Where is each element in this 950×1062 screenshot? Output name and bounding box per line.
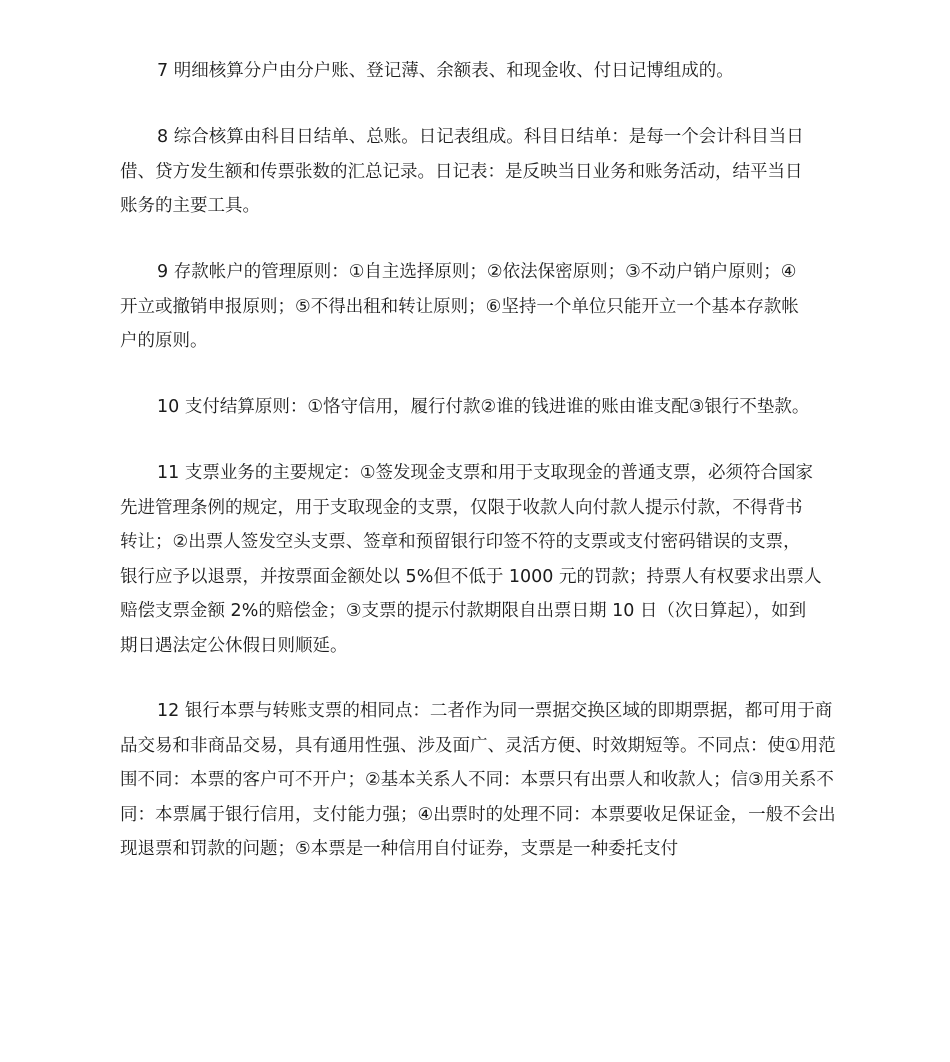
text-line: 品交易和非商品交易，具有通用性强、涉及面广、灵活方便、时效期短等。不同点：使①用范 xyxy=(120,735,836,756)
text-line: 借、贷方发生额和传票张数的汇总记录。日记表：是反映当日业务和账务活动，结平当日 xyxy=(120,161,803,182)
text-line: 赔偿支票金额 2%的赔偿金；③支票的提示付款期限自出票日期 10 日（次日算起），如到 xyxy=(120,601,807,621)
text-line: 转让；②出票人签发空头支票、签章和预留银行印签不符的支票或支付密码错误的支票， xyxy=(120,532,801,552)
paragraph-7 xyxy=(120,54,734,89)
text-line: 银行应予以退票，并按票面金额处以 5%但不低于 1000 元的罚款；持票人有权要求出票人 xyxy=(120,566,822,587)
text-line: 11 支票业务的主要规定：①签发现金支票和用于支取现金的普通支票，必须符合国家 xyxy=(157,463,814,483)
paragraph-9 xyxy=(120,255,799,359)
text-line: 同：本票属于银行信用，支付能力强；④出票时的处理不同：本票要收足保证金，一般不会出 xyxy=(120,804,836,825)
paragraph-8 xyxy=(120,120,804,224)
paragraph-10 xyxy=(120,390,809,425)
text-line: 现退票和罚款的问题；⑤本票是一种信用自付证券，支票是一种委托支付 xyxy=(120,839,679,859)
text-line: 8 综合核算由科目日结单、总账。日记表组成。科目日结单：是每一个会计科目当日 xyxy=(157,127,804,147)
text-line: 期日遇法定公休假日则顺延。 xyxy=(120,635,348,656)
text-line: 12 银行本票与转账支票的相同点：二者作为同一票据交换区域的即期票据，都可用于商 xyxy=(157,701,833,721)
paragraph-11 xyxy=(120,456,821,663)
paragraph-12 xyxy=(120,694,836,867)
text-line: 户的原则。 xyxy=(120,331,208,351)
text-line: 先进管理条例的规定，用于支取现金的支票，仅限于收款人向付款人提示付款，不得背书 xyxy=(120,497,803,518)
text-line: 9 存款帐户的管理原则：①自主选择原则；②依法保密原则；③不动户销户原则；④ xyxy=(157,262,797,282)
text-line: 10 支付结算原则：①恪守信用，履行付款②谁的钱进谁的账由谁支配③银行不垫款。 xyxy=(157,397,810,417)
text-line: 开立或撤销申报原则；⑤不得出租和转让原则；⑥坚持一个单位只能开立一个基本存款帐 xyxy=(120,296,799,317)
text-line: 7 明细核算分户由分户账、登记薄、余额表、和现金收、付日记博组成的。 xyxy=(157,61,734,81)
text-line: 围不同：本票的客户可不开户；②基本关系人不同：本票只有出票人和收款人；信③用关系不 xyxy=(120,770,834,790)
text-line: 账务的主要工具。 xyxy=(120,196,260,216)
